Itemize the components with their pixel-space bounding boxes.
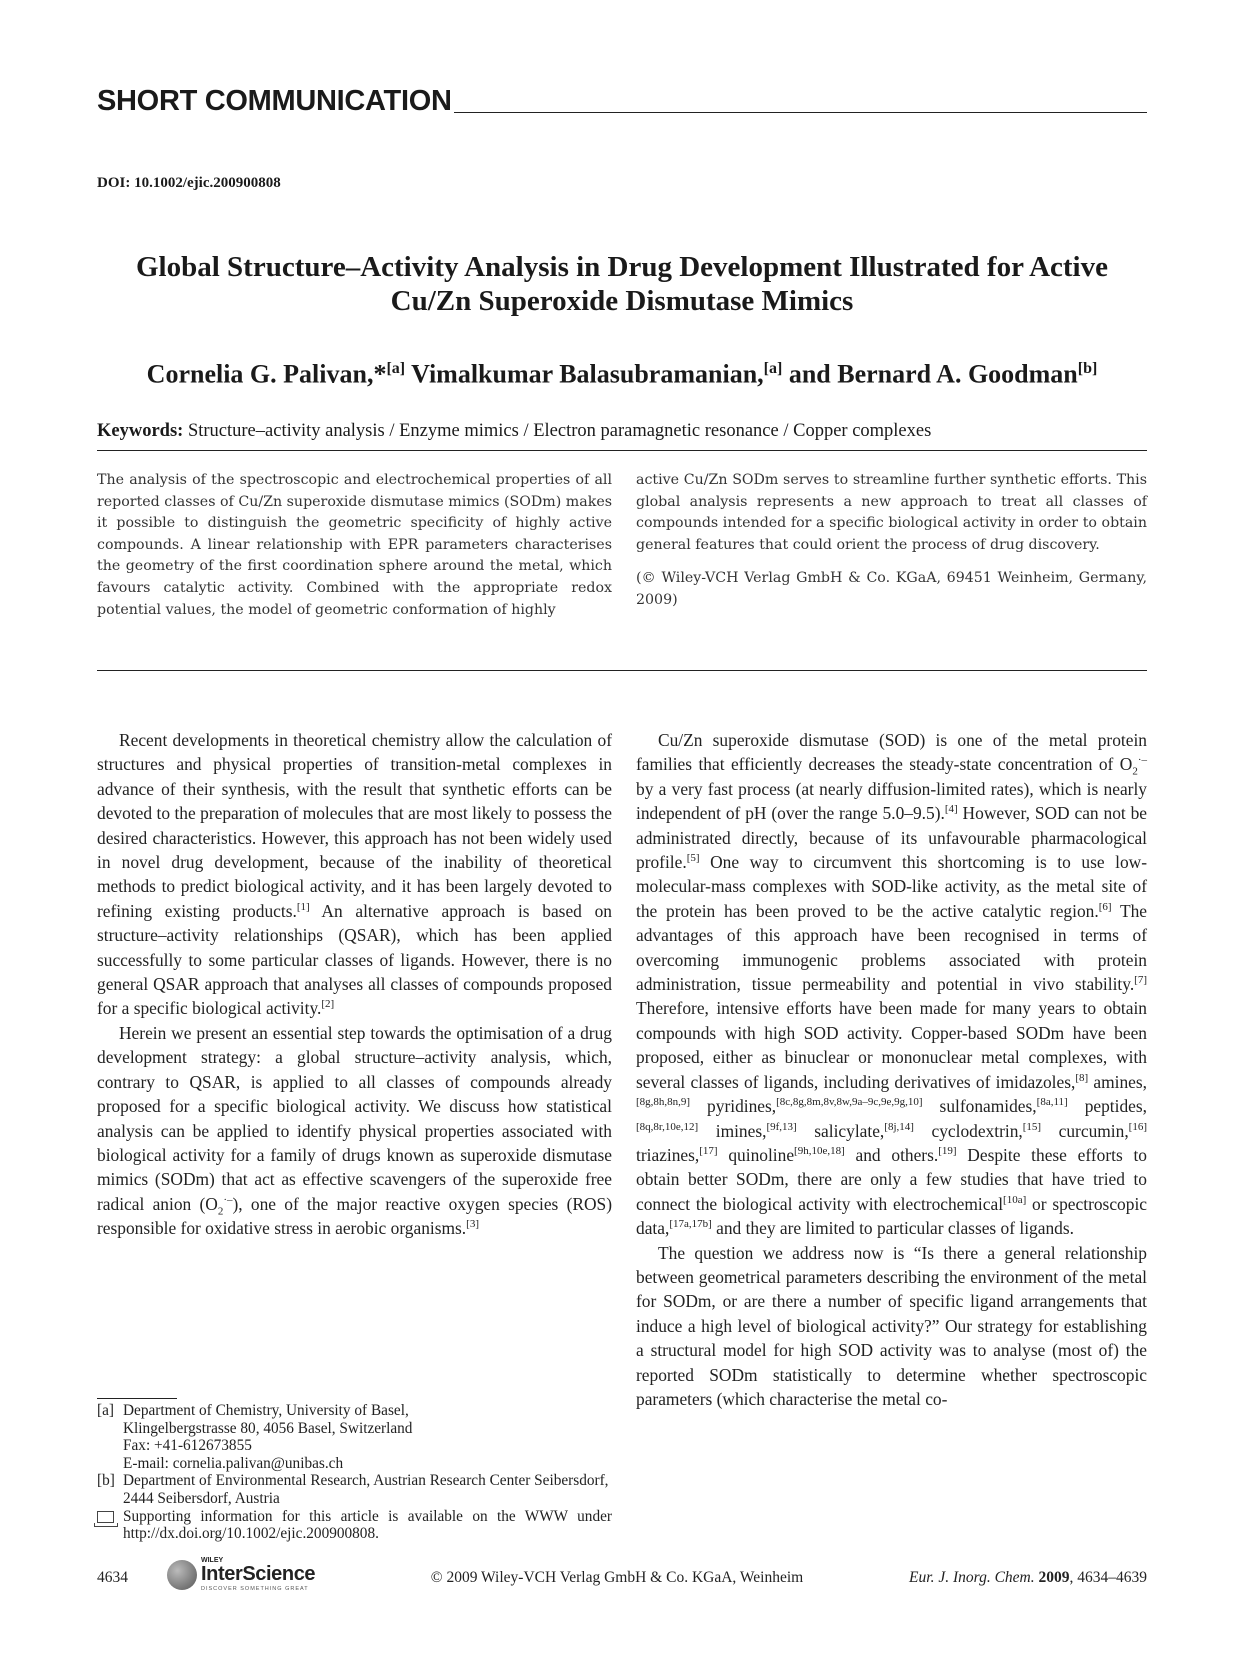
footnote-b-mark: [b] [97, 1472, 115, 1490]
author-1-affiliation: [a] [386, 360, 406, 377]
body-column-right [636, 728, 1147, 1411]
footnote-supporting-info [97, 1508, 612, 1543]
citation[interactable]: [8j,14] [884, 1120, 914, 1133]
keywords [97, 421, 1147, 451]
abstract-text-left: The analysis of the spectroscopic and electrochemical properties of all reported classes of Cu/Zn superoxide dismutase mimics (SODm) makes it possible to distinguish the geometric specificity of highly active compounds. A linear relationship with EPR parameters characterises the geometry of the first coordination sphere around the metal, which favours catalytic activity. Combined with the appropriate redox potential values, the model of geometric conformation of highly [97, 472, 612, 618]
citation[interactable]: [3] [466, 1218, 479, 1231]
citation[interactable]: [8q,8r,10e,12] [636, 1120, 699, 1133]
doi[interactable]: DOI: 10.1002/ejic.200900808 [97, 175, 281, 191]
computer-icon [97, 1508, 123, 1543]
supporting-info-link[interactable]: Supporting information for this article is available on the WWW under http://dx.doi.org/10.1002/ejic.200900808. [123, 1507, 612, 1543]
journal-reference: Eur. J. Inorg. Chem. 2009, 4634–4639 [909, 1569, 1147, 1586]
author-2: Vimalkumar Balasubramanian, [411, 359, 764, 389]
author-1: Cornelia G. Palivan,* [146, 359, 387, 389]
author-list [97, 353, 1147, 391]
author-3-affiliation: [b] [1077, 360, 1098, 377]
citation[interactable]: [5] [686, 852, 700, 865]
citation[interactable]: [8] [1075, 1071, 1089, 1084]
abstract-text-right: active Cu/Zn SODm serves to streamline further synthetic efforts. This global analysis represents a new approach to treat all classes of compounds intended for a specific biological activity in order to obtain general features that could orient the process of drug discovery. [636, 472, 1147, 553]
footnote-rule [97, 1398, 177, 1399]
citation[interactable]: [17] [699, 1145, 718, 1158]
citation[interactable]: [8c,8g,8m,8v,8w,9a–9c,9e,9g,10] [776, 1096, 923, 1109]
footer-copyright: © 2009 Wiley-VCH Verlag GmbH & Co. KGaA, Weinheim [430, 1569, 804, 1586]
globe-icon [167, 1560, 197, 1590]
citation[interactable]: [9f,13] [766, 1120, 797, 1133]
page-footer [97, 1557, 1147, 1593]
keywords-text: Structure–activity analysis / Enzyme mimics / Electron paramagnetic resonance / Copper complexes [187, 421, 932, 441]
section-header [97, 82, 1147, 116]
citation[interactable]: [1] [296, 901, 310, 914]
author-email[interactable]: E-mail: cornelia.palivan@unibas.ch [123, 1454, 344, 1472]
footnotes [97, 1402, 612, 1543]
body-paragraph-2: Herein we present an essential step towards the optimisation of a drug development strategy: a global structure–activity analysis, which, contrary to QSAR, is applied to all classes of compounds already proposed for a specific biological activity. We discuss how statistical analysis can be applied to identify physical properties associated with biological activity for a family of drugs known as superoxide dismutase mimics (SODm) that act as effective scavengers of the superoxide free radical anion $(O_2^{\cdot-})$, one of the major reactive oxygen species (ROS) responsible for oxidative stress in aerobic organisms.[3] [97, 1022, 612, 1239]
citation[interactable]: [7] [1134, 974, 1147, 987]
page-number: 4634 [97, 1569, 128, 1586]
body-paragraph-3: Cu/Zn superoxide dismutase (SOD) is one of the metal protein families that efficiently decreases the steady-state concentration of $O_2^{\cdot-}$ by a very fast process (at nearly diffusion-limited rates), which is nearly independent of pH (over the range 5.0–9.5).[4] However, SOD can not be administrated directly, because of its unfavourable pharmacological profile.[5] One way to circumvent this shortcoming is to use low-molecular-mass complexes with SOD-like activity, as the metal site of the protein has been proved to be the active catalytic region.[6] The advantages of this approach have been recognised in terms of overcoming immunogenic problems associated with protein administration, tissue permeability and potential in vivo stability.[7] Therefore, intensive efforts have been made for many years to obtain compounds with high SOD activity. Copper-based SODm have been proposed, either as binuclear or mononuclear metal complexes, with several classes of ligands, including derivatives of imidazoles,[8] amines,[8g,8h,8n,9] pyridines,[8c,8g,8m,8v,8w,9a–9c,9e,9g,10] sulfonamides,[8a,11] peptides,[8q,8r,10e,12] imines,[9f,13] salicylate,[8j,14] cyclodextrin,[15] curcumin,[16] triazines,[17] quinoline[9h,10e,18] and others.[19] Despite these efforts to obtain better SODm, there are only a few studies that have tried to connect the biological activity with electrochemical[10a] or spectroscopic data,[17a,17b] and they are limited to particular classes of ligands. [636, 730, 1148, 1239]
title-line-1: Global Structure–Activity Analysis in Drug Development Illustrated for Active [136, 251, 1108, 283]
body-column-left [97, 728, 612, 1241]
citation[interactable]: [9h,10e,18] [794, 1145, 845, 1158]
keywords-label: Keywords: [97, 421, 184, 441]
section-label: SHORT COMMUNICATION [97, 85, 452, 117]
citation[interactable]: [17a,17b] [669, 1218, 712, 1231]
article-title [97, 250, 1147, 318]
citation[interactable]: [8g,8h,8n,9] [636, 1096, 691, 1109]
header-rule [454, 112, 1147, 113]
body-paragraph-1: Recent developments in theoretical chemistry allow the calculation of structures and physical properties of transition-metal complexes in advance of their synthesis, with the result that synthetic efforts can be devoted to the preparation of molecules that are most likely to possess the desired characteristics. However, this approach has not been widely used in novel drug development, because of the inability of theoretical methods to predict biological activity, and it has been largely devoted to refining existing products.[1] An alternative approach is based on structure–activity relationships (QSAR), which has been applied successfully to some particular classes of ligands. However, there is no general QSAR approach that analyses all classes of compounds proposed for a specific biological activity.[2] [97, 730, 612, 1019]
footnote-a-mark: [a] [97, 1402, 114, 1419]
citation[interactable]: [2] [321, 998, 335, 1011]
footnote-a: [a] Department of Chemistry, University of Basel, Klingelbergstrasse 80, 4056 Basel, Switzerland Fax: +41-612673855 E-mail: cornelia.palivan@unibas.ch [97, 1402, 612, 1472]
citation[interactable]: [8a,11] [1036, 1096, 1068, 1109]
citation[interactable]: [4] [944, 803, 958, 816]
abstract-copyright: (© Wiley-VCH Verlag GmbH & Co. KGaA, 69451 Weinheim, Germany, 2009) [636, 570, 1147, 608]
citation[interactable]: [15] [1022, 1120, 1042, 1133]
citation[interactable]: [19] [938, 1145, 957, 1158]
citation[interactable]: [16] [1128, 1120, 1147, 1133]
author-2-affiliation: [a] [763, 360, 783, 377]
citation[interactable]: [10a] [1003, 1193, 1027, 1206]
author-3: and Bernard A. Goodman [788, 359, 1078, 389]
footnote-b: [b] Department of Environmental Research, Austrian Research Center Seibersdorf, 2444 Seibersdorf, Austria [97, 1472, 609, 1507]
abstract-right [636, 470, 1147, 624]
title-line-2: Cu/Zn Superoxide Dismutase Mimics [390, 285, 854, 317]
body-paragraph-4: The question we address now is “Is there a general relationship between geometrical parameters describing the environment of the metal for SODm, or are there a number of specific ligand arrangements that induce a high level of biological activity?” Our strategy for establishing a structural model for high SOD activity was to analyse (most of) the reported SODm statistically to determine whether spectroscopic parameters (which characterise the metal co- [636, 1242, 1147, 1409]
citation[interactable]: [6] [1098, 901, 1112, 914]
abstract-left [97, 470, 612, 621]
interscience-logo[interactable]: WILEY InterScience DISCOVER SOMETHING GREAT [167, 1557, 337, 1595]
abstract-rule [97, 670, 1147, 671]
